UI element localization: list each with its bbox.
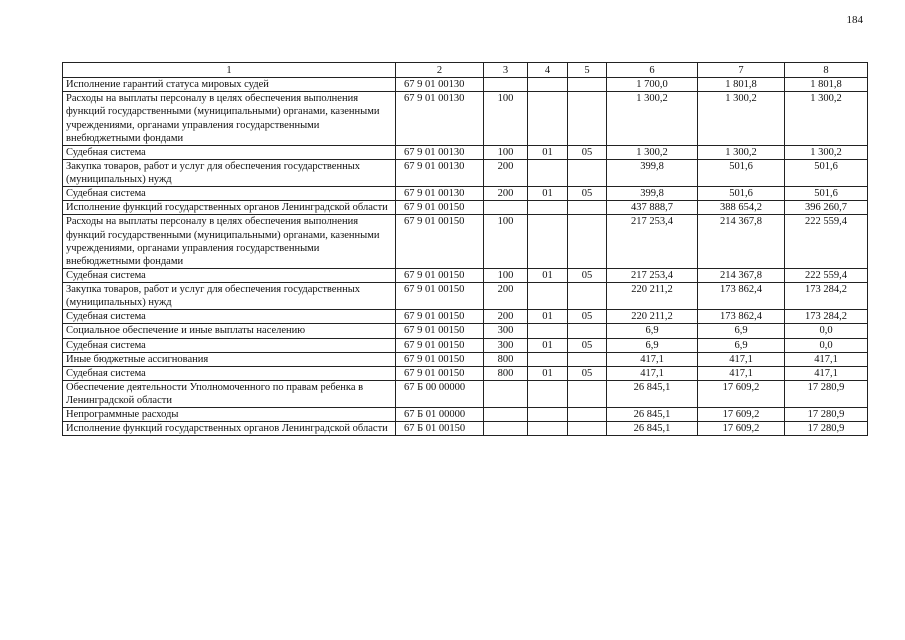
row-expense-type-cell: 100 bbox=[484, 92, 528, 146]
row-expense-type-cell: 800 bbox=[484, 366, 528, 380]
row-expense-type-cell: 200 bbox=[484, 310, 528, 324]
row-section-cell bbox=[528, 92, 568, 146]
row-amount-col7-cell: 17 609,2 bbox=[698, 422, 785, 436]
row-amount-col7-cell: 501,6 bbox=[698, 187, 785, 201]
row-subsection-cell bbox=[568, 215, 607, 269]
header-cell-5: 5 bbox=[568, 63, 607, 78]
row-amount-col6-cell: 1 300,2 bbox=[607, 92, 698, 146]
row-amount-col6-cell: 220 211,2 bbox=[607, 310, 698, 324]
row-expense-type-cell: 800 bbox=[484, 352, 528, 366]
row-name-cell: Судебная система bbox=[63, 145, 396, 159]
row-amount-col7-cell: 173 862,4 bbox=[698, 310, 785, 324]
row-amount-col6-cell: 399,8 bbox=[607, 159, 698, 186]
row-amount-col6-cell: 217 253,4 bbox=[607, 268, 698, 282]
row-section-cell: 01 bbox=[528, 338, 568, 352]
row-code-cell: 67 9 01 00150 bbox=[396, 268, 484, 282]
row-amount-col6-cell: 399,8 bbox=[607, 187, 698, 201]
table-row bbox=[63, 310, 868, 324]
table-row bbox=[63, 187, 868, 201]
table-row bbox=[63, 215, 868, 269]
row-name-cell: Исполнение гарантий статуса мировых судей bbox=[63, 78, 396, 92]
row-amount-col6-cell: 26 845,1 bbox=[607, 408, 698, 422]
table-row bbox=[63, 283, 868, 310]
row-amount-col8-cell: 173 284,2 bbox=[785, 310, 868, 324]
row-code-cell: 67 9 01 00150 bbox=[396, 366, 484, 380]
header-row bbox=[63, 63, 868, 78]
row-code-cell: 67 9 01 00130 bbox=[396, 187, 484, 201]
row-amount-col6-cell: 1 300,2 bbox=[607, 145, 698, 159]
row-amount-col6-cell: 217 253,4 bbox=[607, 215, 698, 269]
row-subsection-cell bbox=[568, 408, 607, 422]
row-amount-col7-cell: 6,9 bbox=[698, 324, 785, 338]
row-subsection-cell bbox=[568, 201, 607, 215]
row-section-cell: 01 bbox=[528, 145, 568, 159]
table-row bbox=[63, 324, 868, 338]
row-name-cell: Обеспечение деятельности Уполномоченного по правам ребенка в Ленинградской области bbox=[63, 380, 396, 407]
row-amount-col7-cell: 214 367,8 bbox=[698, 268, 785, 282]
table-row bbox=[63, 352, 868, 366]
row-code-cell: 67 Б 00 00000 bbox=[396, 380, 484, 407]
page-number: 184 bbox=[846, 14, 863, 26]
row-expense-type-cell bbox=[484, 408, 528, 422]
row-section-cell bbox=[528, 283, 568, 310]
row-name-cell: Закупка товаров, работ и услуг для обеспечения государственных (муниципальных) нужд bbox=[63, 283, 396, 310]
row-expense-type-cell: 200 bbox=[484, 187, 528, 201]
row-section-cell bbox=[528, 78, 568, 92]
table-row bbox=[63, 268, 868, 282]
row-amount-col8-cell: 17 280,9 bbox=[785, 422, 868, 436]
row-section-cell bbox=[528, 408, 568, 422]
row-name-cell: Расходы на выплаты персоналу в целях обеспечения выполнения функций государственными (муниципальными) органами, казенными учреждениями, органами управления государственными внебюджетными фондами bbox=[63, 92, 396, 146]
row-subsection-cell bbox=[568, 324, 607, 338]
row-code-cell: 67 Б 01 00000 bbox=[396, 408, 484, 422]
row-expense-type-cell bbox=[484, 422, 528, 436]
table-row bbox=[63, 201, 868, 215]
row-amount-col7-cell: 1 801,8 bbox=[698, 78, 785, 92]
row-subsection-cell bbox=[568, 283, 607, 310]
row-amount-col7-cell: 17 609,2 bbox=[698, 380, 785, 407]
row-expense-type-cell bbox=[484, 380, 528, 407]
row-amount-col6-cell: 417,1 bbox=[607, 352, 698, 366]
header-cell-7: 7 bbox=[698, 63, 785, 78]
table-row bbox=[63, 408, 868, 422]
row-subsection-cell: 05 bbox=[568, 338, 607, 352]
row-subsection-cell: 05 bbox=[568, 187, 607, 201]
row-code-cell: 67 Б 01 00150 bbox=[396, 422, 484, 436]
row-subsection-cell: 05 bbox=[568, 366, 607, 380]
row-amount-col8-cell: 417,1 bbox=[785, 366, 868, 380]
row-amount-col6-cell: 437 888,7 bbox=[607, 201, 698, 215]
row-amount-col8-cell: 396 260,7 bbox=[785, 201, 868, 215]
row-section-cell bbox=[528, 352, 568, 366]
row-subsection-cell bbox=[568, 380, 607, 407]
table-row bbox=[63, 422, 868, 436]
row-code-cell: 67 9 01 00130 bbox=[396, 159, 484, 186]
row-name-cell: Судебная система bbox=[63, 366, 396, 380]
row-name-cell: Исполнение функций государственных органов Ленинградской области bbox=[63, 422, 396, 436]
row-subsection-cell bbox=[568, 159, 607, 186]
table-row bbox=[63, 159, 868, 186]
row-name-cell: Социальное обеспечение и иные выплаты населению bbox=[63, 324, 396, 338]
row-code-cell: 67 9 01 00130 bbox=[396, 145, 484, 159]
row-expense-type-cell: 200 bbox=[484, 159, 528, 186]
row-section-cell bbox=[528, 422, 568, 436]
row-amount-col7-cell: 6,9 bbox=[698, 338, 785, 352]
row-code-cell: 67 9 01 00150 bbox=[396, 283, 484, 310]
row-amount-col7-cell: 417,1 bbox=[698, 352, 785, 366]
table-row bbox=[63, 92, 868, 146]
row-code-cell: 67 9 01 00150 bbox=[396, 310, 484, 324]
row-amount-col6-cell: 6,9 bbox=[607, 324, 698, 338]
row-amount-col8-cell: 0,0 bbox=[785, 324, 868, 338]
row-name-cell: Иные бюджетные ассигнования bbox=[63, 352, 396, 366]
row-expense-type-cell: 100 bbox=[484, 268, 528, 282]
row-subsection-cell: 05 bbox=[568, 310, 607, 324]
row-expense-type-cell: 300 bbox=[484, 338, 528, 352]
row-code-cell: 67 9 01 00130 bbox=[396, 78, 484, 92]
row-amount-col8-cell: 17 280,9 bbox=[785, 408, 868, 422]
row-subsection-cell bbox=[568, 422, 607, 436]
row-section-cell: 01 bbox=[528, 366, 568, 380]
row-subsection-cell bbox=[568, 352, 607, 366]
row-amount-col8-cell: 1 801,8 bbox=[785, 78, 868, 92]
row-amount-col7-cell: 1 300,2 bbox=[698, 92, 785, 146]
row-amount-col8-cell: 1 300,2 bbox=[785, 145, 868, 159]
row-code-cell: 67 9 01 00150 bbox=[396, 338, 484, 352]
row-amount-col8-cell: 1 300,2 bbox=[785, 92, 868, 146]
row-section-cell: 01 bbox=[528, 187, 568, 201]
row-section-cell bbox=[528, 201, 568, 215]
row-amount-col7-cell: 388 654,2 bbox=[698, 201, 785, 215]
row-amount-col6-cell: 417,1 bbox=[607, 366, 698, 380]
row-expense-type-cell: 100 bbox=[484, 215, 528, 269]
row-expense-type-cell: 200 bbox=[484, 283, 528, 310]
header-cell-8: 8 bbox=[785, 63, 868, 78]
row-amount-col7-cell: 173 862,4 bbox=[698, 283, 785, 310]
row-subsection-cell bbox=[568, 92, 607, 146]
row-amount-col6-cell: 26 845,1 bbox=[607, 380, 698, 407]
budget-table bbox=[62, 62, 868, 436]
header-cell-2: 2 bbox=[396, 63, 484, 78]
row-amount-col7-cell: 17 609,2 bbox=[698, 408, 785, 422]
row-amount-col6-cell: 6,9 bbox=[607, 338, 698, 352]
header-cell-4: 4 bbox=[528, 63, 568, 78]
row-name-cell: Судебная система bbox=[63, 268, 396, 282]
table-row bbox=[63, 338, 868, 352]
row-code-cell: 67 9 01 00150 bbox=[396, 201, 484, 215]
header-cell-1: 1 bbox=[63, 63, 396, 78]
row-expense-type-cell bbox=[484, 201, 528, 215]
table-row bbox=[63, 145, 868, 159]
row-amount-col7-cell: 417,1 bbox=[698, 366, 785, 380]
row-amount-col7-cell: 214 367,8 bbox=[698, 215, 785, 269]
row-section-cell bbox=[528, 324, 568, 338]
header-cell-6: 6 bbox=[607, 63, 698, 78]
row-code-cell: 67 9 01 00130 bbox=[396, 92, 484, 146]
table-row bbox=[63, 78, 868, 92]
row-amount-col6-cell: 220 211,2 bbox=[607, 283, 698, 310]
row-section-cell: 01 bbox=[528, 268, 568, 282]
row-amount-col8-cell: 0,0 bbox=[785, 338, 868, 352]
row-amount-col8-cell: 173 284,2 bbox=[785, 283, 868, 310]
row-expense-type-cell bbox=[484, 78, 528, 92]
row-amount-col8-cell: 501,6 bbox=[785, 187, 868, 201]
row-name-cell: Непрограммные расходы bbox=[63, 408, 396, 422]
row-amount-col8-cell: 417,1 bbox=[785, 352, 868, 366]
table-row bbox=[63, 366, 868, 380]
row-section-cell bbox=[528, 215, 568, 269]
row-subsection-cell: 05 bbox=[568, 145, 607, 159]
row-code-cell: 67 9 01 00150 bbox=[396, 324, 484, 338]
row-amount-col8-cell: 17 280,9 bbox=[785, 380, 868, 407]
row-amount-col8-cell: 222 559,4 bbox=[785, 215, 868, 269]
header-cell-3: 3 bbox=[484, 63, 528, 78]
row-name-cell: Судебная система bbox=[63, 310, 396, 324]
row-amount-col7-cell: 501,6 bbox=[698, 159, 785, 186]
row-section-cell: 01 bbox=[528, 310, 568, 324]
row-name-cell: Закупка товаров, работ и услуг для обеспечения государственных (муниципальных) нужд bbox=[63, 159, 396, 186]
table-body bbox=[63, 63, 868, 436]
row-amount-col6-cell: 1 700,0 bbox=[607, 78, 698, 92]
row-amount-col8-cell: 501,6 bbox=[785, 159, 868, 186]
row-name-cell: Исполнение функций государственных органов Ленинградской области bbox=[63, 201, 396, 215]
row-subsection-cell: 05 bbox=[568, 268, 607, 282]
row-name-cell: Расходы на выплаты персоналу в целях обеспечения выполнения функций государственными (муниципальными) органами, казенными учреждениями, органами управления государственными внебюджетными фондами bbox=[63, 215, 396, 269]
row-expense-type-cell: 100 bbox=[484, 145, 528, 159]
row-code-cell: 67 9 01 00150 bbox=[396, 215, 484, 269]
row-section-cell bbox=[528, 159, 568, 186]
row-name-cell: Судебная система bbox=[63, 338, 396, 352]
row-amount-col8-cell: 222 559,4 bbox=[785, 268, 868, 282]
row-name-cell: Судебная система bbox=[63, 187, 396, 201]
row-subsection-cell bbox=[568, 78, 607, 92]
row-code-cell: 67 9 01 00150 bbox=[396, 352, 484, 366]
row-expense-type-cell: 300 bbox=[484, 324, 528, 338]
table-row bbox=[63, 380, 868, 407]
row-amount-col7-cell: 1 300,2 bbox=[698, 145, 785, 159]
row-amount-col6-cell: 26 845,1 bbox=[607, 422, 698, 436]
row-section-cell bbox=[528, 380, 568, 407]
